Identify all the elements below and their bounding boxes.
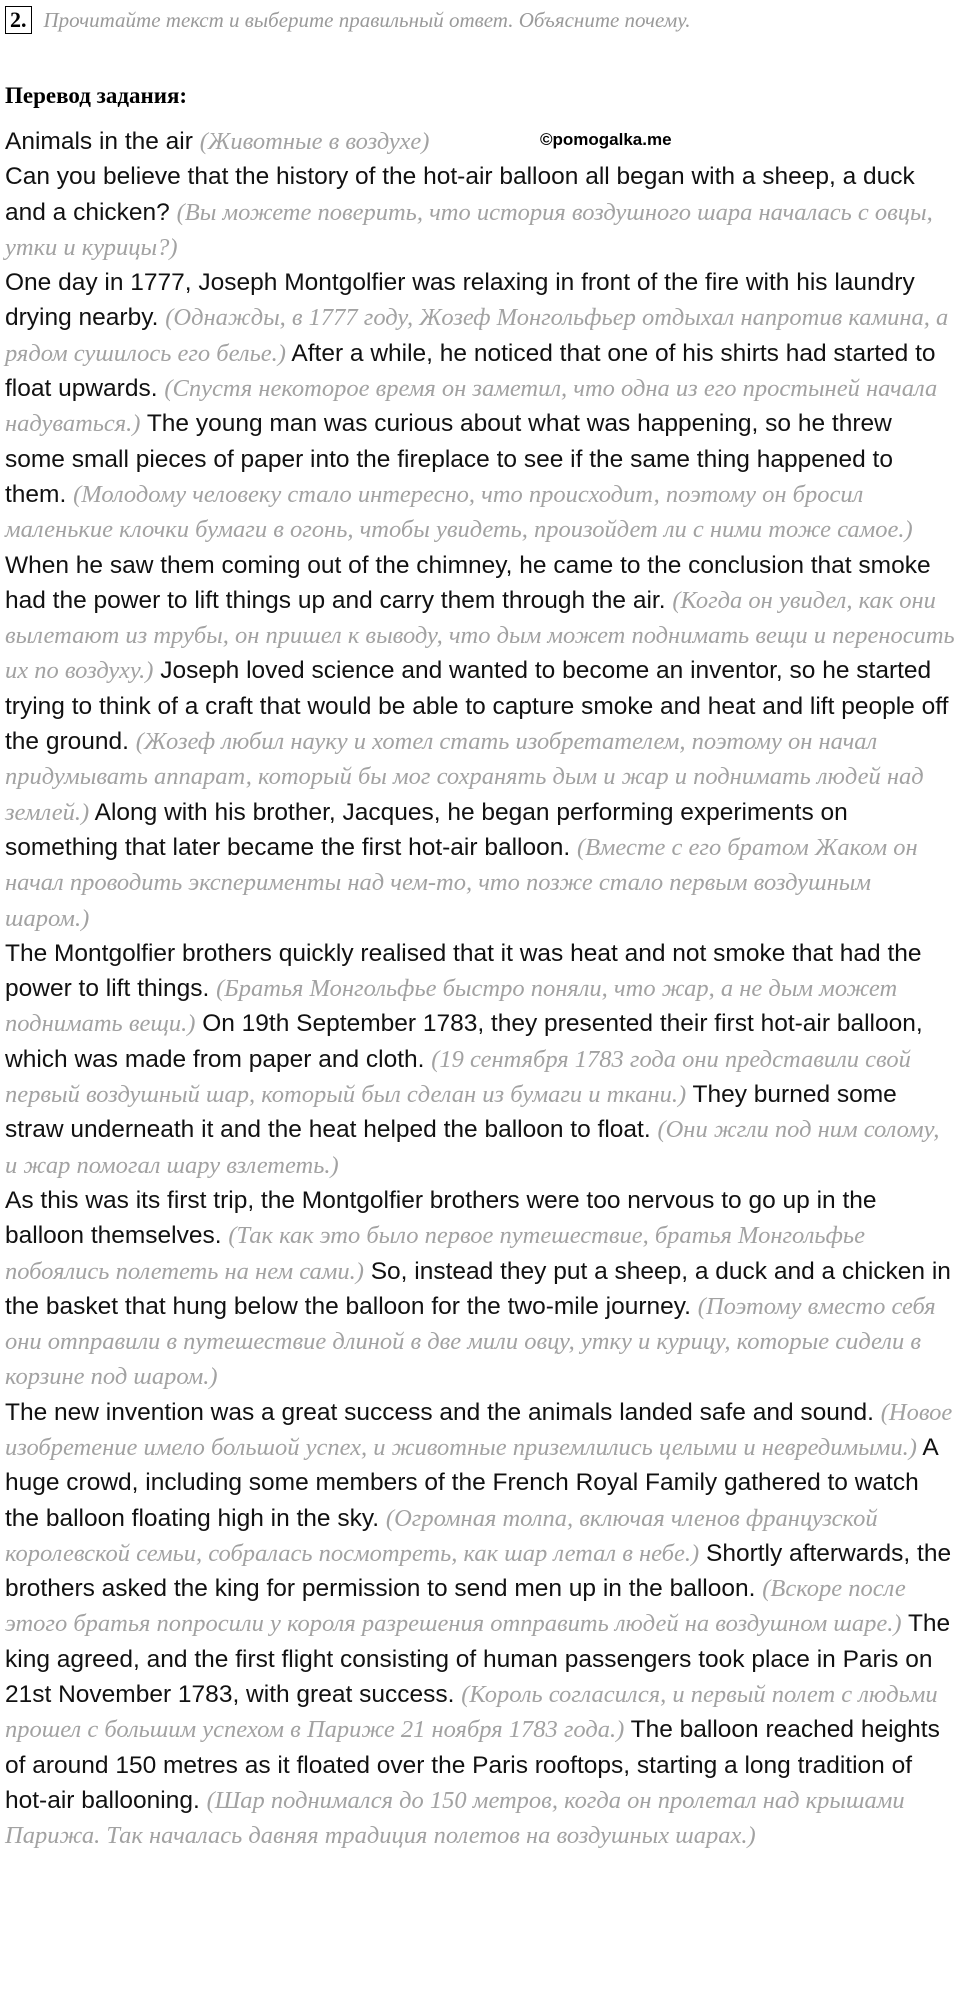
paragraph [5,159,955,265]
russian-translation: (Вы можете поверить, что история воздушного шара началась с овцы, утки и курицы?) [5,198,933,261]
paragraph [5,124,955,159]
english-sentence: One day in 1777, Joseph Montgolfier was relaxing in front of the fire with his laundry drying nearby. [5,269,915,332]
english-sentence: Can you believe that the history of the hot-air balloon all began with a sheep, a duck and a chicken? [5,163,915,226]
russian-translation: (Шар поднимался до 150 метров, когда он пролетал над крышами Парижа. Так началась давняя традиция полетов на воздушных шарах.) [5,1786,905,1850]
english-sentence: Animals in the air [5,128,193,155]
russian-translation: (Животные в воздухе) [199,128,430,155]
english-sentence: So, instead they put a sheep, a duck and a chicken in the basket that hung below the balloon for the two-mile journey. [5,1257,951,1320]
task-number: 2. [5,6,32,34]
russian-translation: (Так как это было первое путешествие, братья Монгольфье побоялись полететь на нем сами.) [5,1222,865,1285]
task-instruction: Прочитайте текст и выберите правильный ответ. Объясните почему. [43,7,691,32]
russian-translation: (Молодому человеку стало интересно, что происходит, поэтому он бросил маленькие клочки бумаги в огонь, чтобы увидеть, произойдет ли с ними тоже самое.) [5,480,913,544]
english-sentence: Joseph loved science and wanted to become an inventor, so he started trying to think of a craft that would be able to capture smoke and heat and lift people off the ground. [5,657,949,756]
russian-translation: (Поэтому вместо себя они отправили в путешествие длиной в две мили овцу, утку и курицу, которые сидели в корзине под шаром.) [5,1292,936,1391]
watermark: ©pomogalka.me [540,130,672,149]
russian-translation: (Жозеф любил науку и хотел стать изобретателем, поэтому он начал придумывать аппарат, который бы мог сохранять дым и жар и поднимать людей над землей.) [5,728,924,826]
russian-translation: (19 сентября 1783 года они представили свой первый воздушный шар, который был сделан из бумаги и ткани.) [5,1045,911,1109]
russian-translation: (Когда он увидел, как они вылетают из трубы, он пришел к выводу, что дым может поднимать вещи и переносить их по воздуху.) [5,586,955,685]
english-sentence: The king agreed, and the first flight consisting of human passengers took place in Paris on 21st November 1783, with great success. [5,1610,951,1709]
paragraph [5,1395,955,1854]
english-sentence: They burned some straw underneath it and the heat helped the balloon to float. [5,1081,897,1144]
russian-translation: (Они жгли под ним солому, и жар помогал шару взлететь.) [5,1116,940,1179]
english-sentence: As this was its first trip, the Montgolfier brothers were too nervous to go up in the balloon themselves. [5,1186,877,1250]
english-sentence: After a while, he noticed that one of his shirts had started to float upwards. [5,339,936,403]
russian-translation: (Вскоре после этого братья попросили у короля разрешения отправить людей на воздушном шаре.) [5,1575,906,1638]
task-header [5,6,690,34]
english-sentence: The new invention was a great success and the animals landed safe and sound. [5,1398,874,1426]
russian-translation: (Новое изобретение имело большой успех, и животные приземлились целыми и невредимыми.) [5,1398,953,1461]
english-sentence: The young man was curious about what was happening, so he threw some small pieces of paper into the fireplace to see if the same thing happened to them. [5,410,893,508]
english-sentence: A huge crowd, including some members of the French Royal Family gathered to watch the balloon floating high in the sky. [5,1433,938,1532]
russian-translation: (Огромная толпа, включая членов французской королевской семьи, собралась посмотреть, как шар летал в небе.) [5,1504,878,1567]
english-sentence: Along with his brother, Jacques, he began performing experiments on something that later became the first hot-air balloon. [5,798,848,861]
english-sentence: Shortly afterwards, the brothers asked the king for permission to send men up in the balloon. [5,1539,952,1603]
russian-translation: (Вместе с его братом Жаком он начал проводить эксперименты над чем-то, что позже стало первым воздушным шаром.) [5,833,918,932]
english-sentence: The Montgolfier brothers quickly realised that it was heat and not smoke that had the power to lift things. [5,939,922,1003]
text-body [5,124,955,1854]
english-sentence: When he saw them coming out of the chimney, he came to the conclusion that smoke had the power to lift things up and carry them through the air. [5,551,931,614]
english-sentence: On 19th September 1783, they presented their first hot-air balloon, which was made from paper and cloth. [5,1010,923,1073]
russian-translation: (Спустя некоторое время он заметил, что одна из его простыней начала надуваться.) [5,375,938,438]
russian-translation: (Братья Монгольфье быстро поняли, что жар, а не дым может поднимать вещи.) [5,975,898,1038]
russian-translation: (Однажды, в 1777 году, Жозеф Монгольфьер отдыхал напротив камина, а рядом сушилось его белье.) [5,304,949,367]
russian-translation: (Король согласился, и первый полет с людьми прошел с большим успехом в Париже 21 ноября 1783 года.) [5,1681,938,1744]
paragraph [5,1183,955,1395]
paragraph [5,936,955,1183]
translation-heading: Перевод задания: [5,83,188,108]
english-sentence: The balloon reached heights of around 150 metres as it floated over the Paris rooftops, starting a long tradition of hot-air ballooning. [5,1716,940,1814]
paragraph [5,265,955,936]
